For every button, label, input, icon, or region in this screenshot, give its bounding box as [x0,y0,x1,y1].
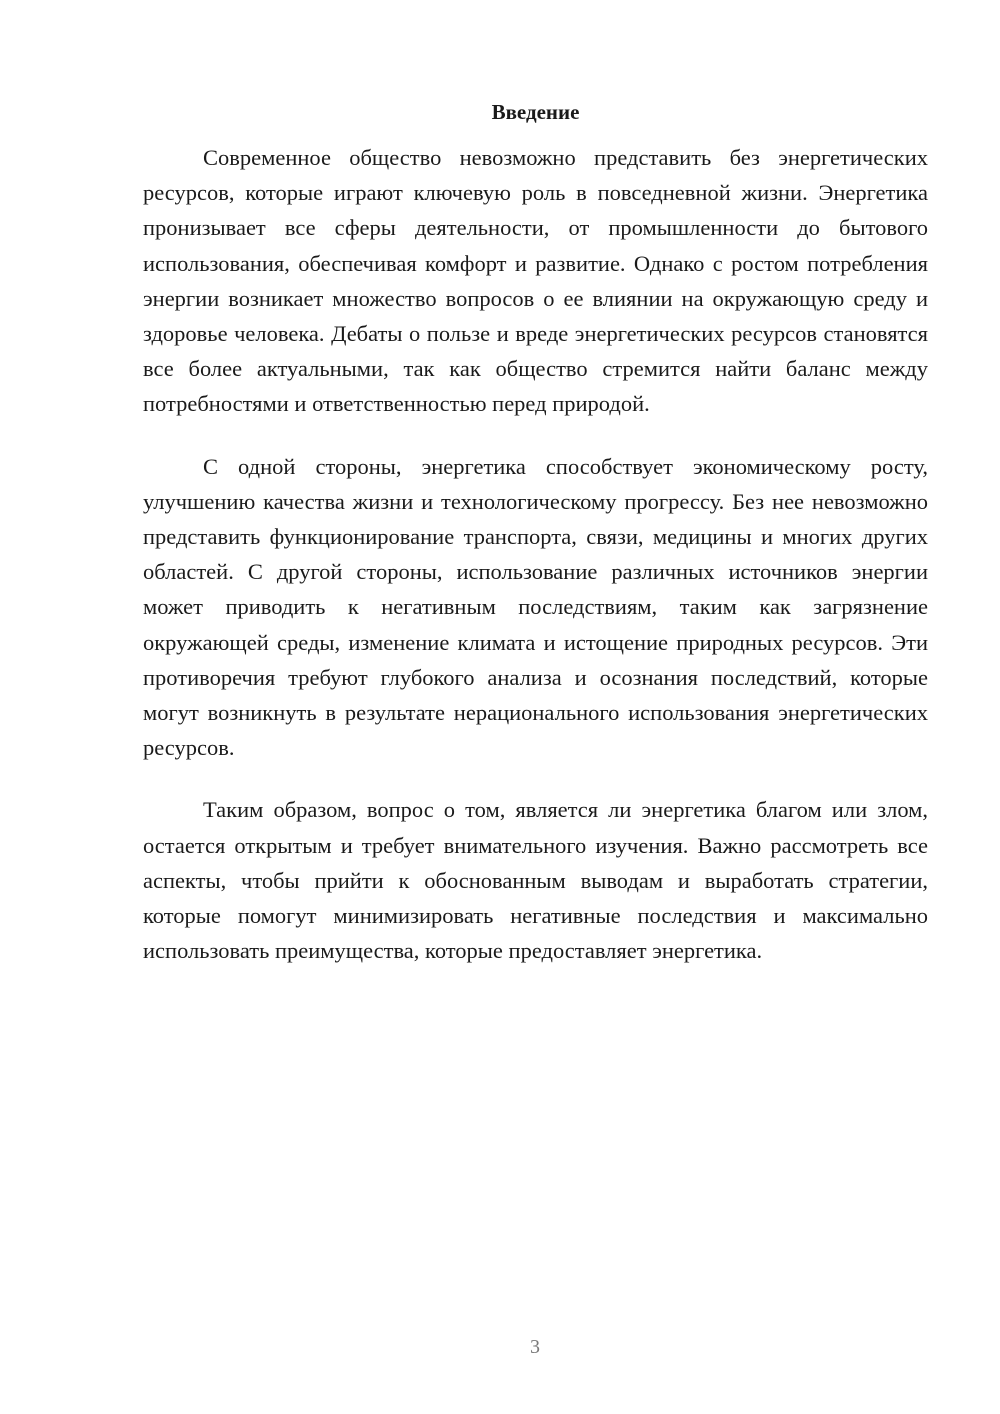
page-content [143,96,928,995]
paragraph-2: С одной стороны, энергетика способствует экономическому росту, улучшению качества жизни и технологическому прогрессу. Без нее невозможно представить функционирование транспорта, связи, медицины и многих других областей. С другой стороны, использование различных источников энергии может приводить к негативным последствиям, таким как загрязнение окружающей среды, изменение климата и истощение природных ресурсов. Эти противоречия требуют глубокого анализа и осознания последствий, которые могут возникнуть в результате нерационального использования энергетических ресурсов. [143,453,928,761]
page-number: 3 [530,1336,540,1358]
paragraph-1: Современное общество невозможно представить без энергетических ресурсов, которые играют ключевую роль в повседневной жизни. Энергетика пронизывает все сферы деятельности, от промышленности до бытового использования, обеспечивая комфорт и развитие. Однако с ростом потребления энергии возникает множество вопросов о ее влиянии на окружающую среду и здоровье человека. Дебаты о пользе и вреде энергетических ресурсов становятся все более актуальными, так как общество стремится найти баланс между потребностями и ответственностью перед природой. [143,145,928,417]
paragraph-3: Таким образом, вопрос о том, является ли энергетика благом или злом, остается открытым и требует внимательного изучения. Важно рассмотреть все аспекты, чтобы прийти к обоснованным выводам и выработать стратегии, которые помогут минимизировать негативные последствия и максимально использовать преимущества, которые предоставляет энергетика. [143,797,928,964]
section-title: Введение [491,100,580,124]
